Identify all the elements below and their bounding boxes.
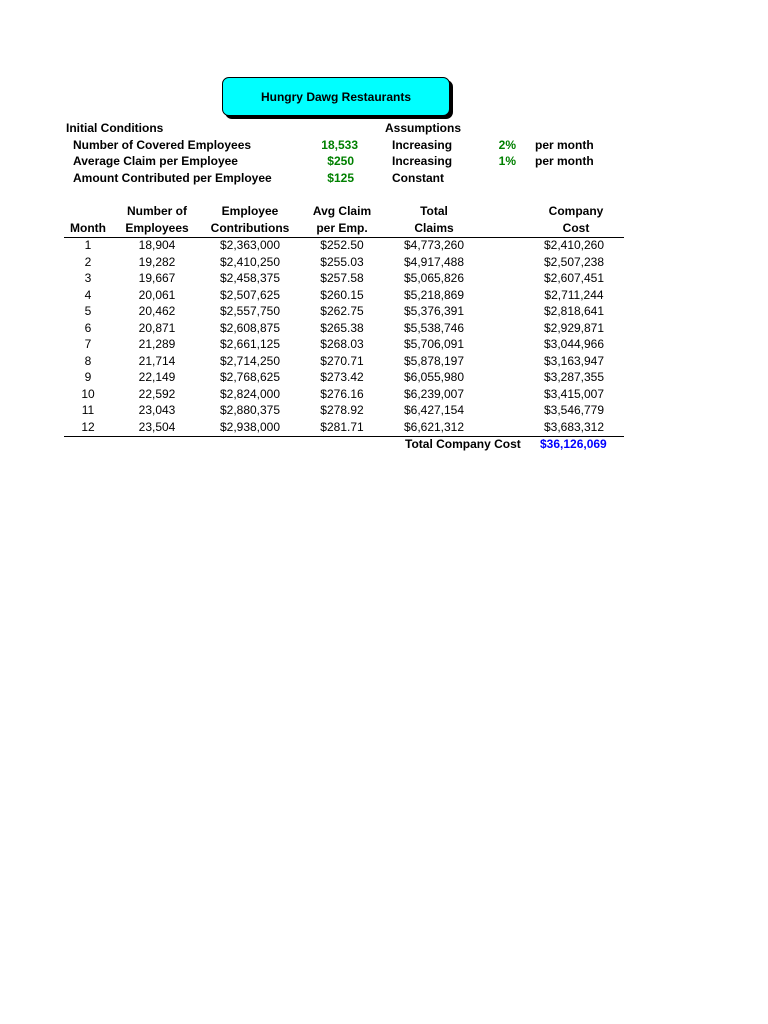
- cell-total-claims: $4,773,260: [403, 238, 465, 252]
- cell-employees: 22,592: [138, 386, 176, 401]
- ic-value-contributed: $125: [327, 171, 354, 185]
- cell-contributions: $2,880,375: [219, 403, 281, 417]
- cell-avg-claim: $270.71: [320, 353, 364, 368]
- cell-total-claims: $5,538,746: [403, 320, 465, 335]
- cell-total-claims: $5,376,391: [403, 304, 465, 318]
- cell-employees: 19,282: [138, 254, 176, 269]
- table-row: [0, 369, 768, 386]
- cell-total-claims: $6,239,007: [403, 386, 465, 401]
- cell-month: 7: [84, 337, 92, 351]
- cell-avg-claim: $260.15: [320, 287, 364, 302]
- header-month: Month: [70, 221, 106, 235]
- cell-company-cost: $3,546,779: [543, 403, 605, 417]
- cell-company-cost: $3,683,312: [543, 419, 605, 434]
- header-employees-line2: Employees: [125, 221, 189, 235]
- table-row: [0, 237, 768, 254]
- assumption-unit-1: per month: [535, 138, 594, 152]
- header-total-claims-line1: Total: [420, 204, 448, 218]
- cell-month: 1: [84, 238, 92, 252]
- table-row: [0, 353, 768, 370]
- cell-avg-claim: $278.92: [320, 403, 364, 417]
- cell-month: 5: [84, 304, 92, 318]
- cell-employees: 20,871: [138, 320, 176, 335]
- cell-total-claims: $5,878,197: [403, 353, 465, 368]
- cell-total-claims: $6,055,980: [403, 370, 465, 384]
- ic-label-avg-claim: Average Claim per Employee: [73, 154, 238, 168]
- cell-employees: 20,462: [138, 304, 176, 318]
- cell-contributions: $2,458,375: [219, 271, 281, 285]
- assumption-rate-1: 2%: [498, 138, 516, 152]
- cell-total-claims: $5,065,826: [403, 271, 465, 285]
- table-row: [0, 402, 768, 419]
- header-company-cost-line1: Company: [548, 204, 604, 218]
- cell-avg-claim: $281.71: [320, 419, 364, 434]
- cell-employees: 23,043: [138, 403, 176, 417]
- header-avg-claim-line2: per Emp.: [316, 221, 368, 235]
- cell-total-claims: $5,218,869: [403, 287, 465, 302]
- cell-contributions: $2,824,000: [219, 386, 281, 401]
- header-contributions-line1: Employee: [221, 204, 279, 218]
- cell-avg-claim: $257.58: [320, 271, 364, 285]
- cell-contributions: $2,608,875: [219, 320, 281, 335]
- cell-employees: 18,904: [138, 238, 176, 252]
- table-row: [0, 254, 768, 271]
- cell-total-claims: $4,917,488: [403, 254, 465, 269]
- cell-month: 3: [84, 271, 92, 285]
- cell-total-claims: $6,427,154: [403, 403, 465, 417]
- header-company-cost-line2: Cost: [562, 221, 590, 235]
- cell-company-cost: $2,929,871: [543, 320, 605, 335]
- cell-contributions: $2,661,125: [219, 337, 281, 351]
- cell-contributions: $2,557,750: [219, 304, 281, 318]
- title-box: [222, 77, 450, 116]
- ic-value-avg-claim: $250: [327, 154, 354, 168]
- assumption-rate-2: 1%: [498, 154, 516, 168]
- cell-total-claims: $5,706,091: [403, 337, 465, 351]
- cell-month: 6: [84, 320, 92, 335]
- cell-employees: 22,149: [138, 370, 176, 384]
- assumption-label-1: Increasing: [392, 138, 453, 152]
- cell-month: 8: [84, 353, 92, 368]
- cell-month: 9: [84, 370, 92, 384]
- ic-value-employees: 18,533: [321, 138, 358, 152]
- table-row: [0, 270, 768, 287]
- assumption-label-3: Constant: [392, 171, 444, 185]
- cell-month: 12: [81, 419, 95, 434]
- cell-avg-claim: $265.38: [320, 320, 364, 335]
- table-row: [0, 419, 768, 436]
- cell-company-cost: $2,410,260: [543, 238, 605, 252]
- cell-employees: 23,504: [138, 419, 176, 434]
- cell-contributions: $2,363,000: [219, 238, 281, 252]
- table-row: [0, 336, 768, 353]
- cell-month: 10: [81, 386, 95, 401]
- assumptions-heading: Assumptions: [385, 121, 462, 135]
- header-contributions-line2: Contributions: [210, 221, 290, 235]
- table-row: [0, 287, 768, 304]
- cell-contributions: $2,507,625: [219, 287, 281, 302]
- assumption-unit-2: per month: [535, 154, 594, 168]
- cell-avg-claim: $262.75: [320, 304, 364, 318]
- header-total-claims-line2: Claims: [414, 221, 454, 235]
- cell-month: 4: [84, 287, 92, 302]
- cell-avg-claim: $268.03: [320, 337, 364, 351]
- total-company-cost-label: Total Company Cost: [405, 437, 521, 451]
- initial-conditions-heading: Initial Conditions: [66, 121, 164, 135]
- cell-employees: 21,289: [138, 337, 176, 351]
- cell-company-cost: $3,163,947: [543, 353, 605, 368]
- cell-company-cost: $2,818,641: [543, 304, 605, 318]
- cell-month: 11: [81, 403, 95, 417]
- cell-company-cost: $2,507,238: [543, 254, 605, 269]
- table-row: [0, 303, 768, 320]
- table-row: [0, 386, 768, 403]
- table-row: [0, 320, 768, 337]
- cell-avg-claim: $273.42: [320, 370, 364, 384]
- cell-employees: 21,714: [138, 353, 176, 368]
- title-text: Hungry Dawg Restaurants: [260, 89, 412, 104]
- cell-avg-claim: $255.03: [320, 254, 364, 269]
- cell-total-claims: $6,621,312: [403, 419, 465, 434]
- ic-label-contributed: Amount Contributed per Employee: [73, 171, 272, 185]
- header-employees-line1: Number of: [127, 204, 187, 218]
- cell-contributions: $2,938,000: [219, 419, 281, 434]
- cell-company-cost: $3,415,007: [543, 386, 605, 401]
- cell-avg-claim: $276.16: [320, 386, 364, 401]
- assumption-label-2: Increasing: [392, 154, 453, 168]
- cell-company-cost: $3,287,355: [543, 370, 605, 384]
- total-company-cost-value: $36,126,069: [540, 437, 607, 451]
- cell-employees: 20,061: [138, 287, 176, 302]
- cell-company-cost: $3,044,966: [543, 337, 605, 351]
- cell-month: 2: [84, 254, 92, 269]
- cell-contributions: $2,768,625: [219, 370, 281, 384]
- cell-employees: 19,667: [138, 271, 176, 285]
- cell-company-cost: $2,711,244: [544, 287, 604, 302]
- ic-label-employees: Number of Covered Employees: [73, 138, 252, 152]
- cell-contributions: $2,410,250: [219, 254, 281, 269]
- header-avg-claim-line1: Avg Claim: [312, 204, 372, 218]
- cell-company-cost: $2,607,451: [543, 271, 605, 285]
- cell-avg-claim: $252.50: [320, 238, 364, 252]
- cell-contributions: $2,714,250: [219, 353, 281, 368]
